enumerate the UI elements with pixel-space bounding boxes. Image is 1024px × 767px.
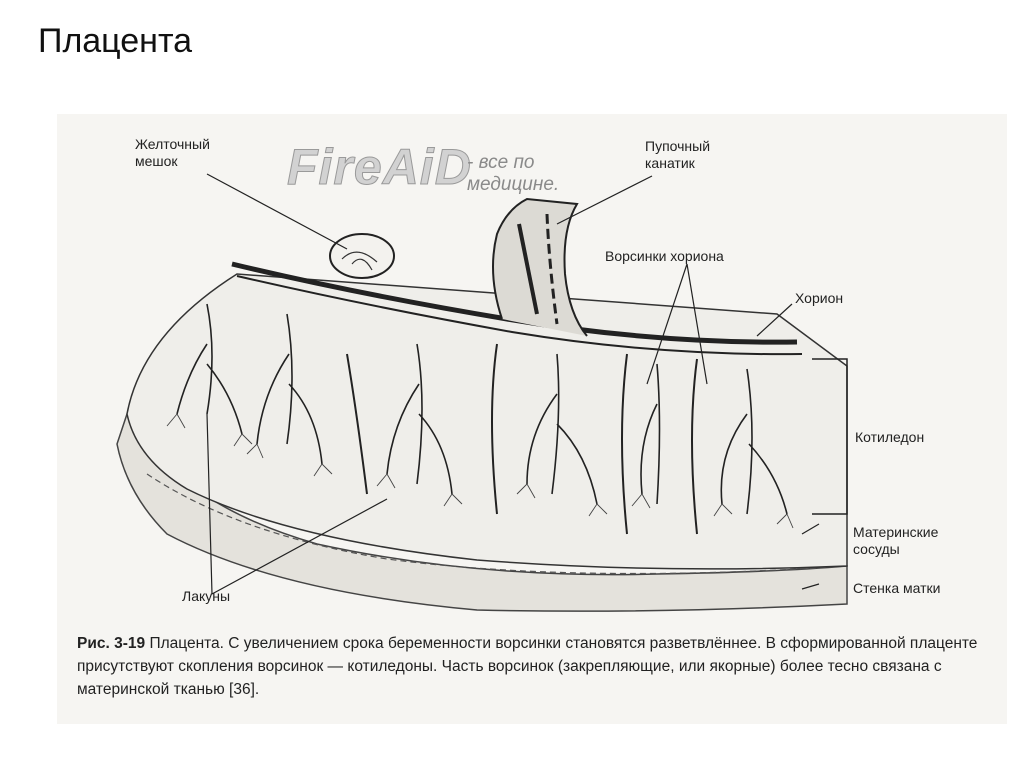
caption-number: Рис. 3-19 bbox=[77, 635, 146, 652]
label-chorionic-villi: Ворсинки хориона bbox=[605, 248, 724, 264]
umbilical-cord bbox=[493, 199, 587, 336]
label-uterine-wall: Стенка матки bbox=[853, 580, 941, 596]
watermark-tagline: - все по медицине. bbox=[467, 152, 560, 195]
label-maternal-vessels: Материнские сосуды bbox=[853, 524, 939, 557]
slide-title: Плацента bbox=[38, 22, 193, 60]
label-yolk-sac: Желточный мешок bbox=[135, 136, 210, 169]
watermark-logo: FireAiD bbox=[287, 139, 472, 195]
figure-caption bbox=[77, 632, 997, 701]
label-umbilical-cord: Пупочный канатик bbox=[645, 138, 711, 171]
placenta-figure bbox=[57, 114, 1007, 724]
yolk-sac bbox=[330, 234, 394, 278]
label-cotyledon: Котиледон bbox=[855, 429, 925, 445]
label-lacunae: Лакуны bbox=[182, 588, 231, 604]
label-chorion: Хорион bbox=[795, 290, 844, 306]
caption-text: Плацента. С увеличением срока беременности ворсинки становятся разветвлённее. В сформированной плаценте присутствуют скопления ворсинок — котиледоны. Часть ворсинок (закрепляющие, или якорные) более тесно связана с материнской тканью [36]. bbox=[77, 635, 978, 698]
